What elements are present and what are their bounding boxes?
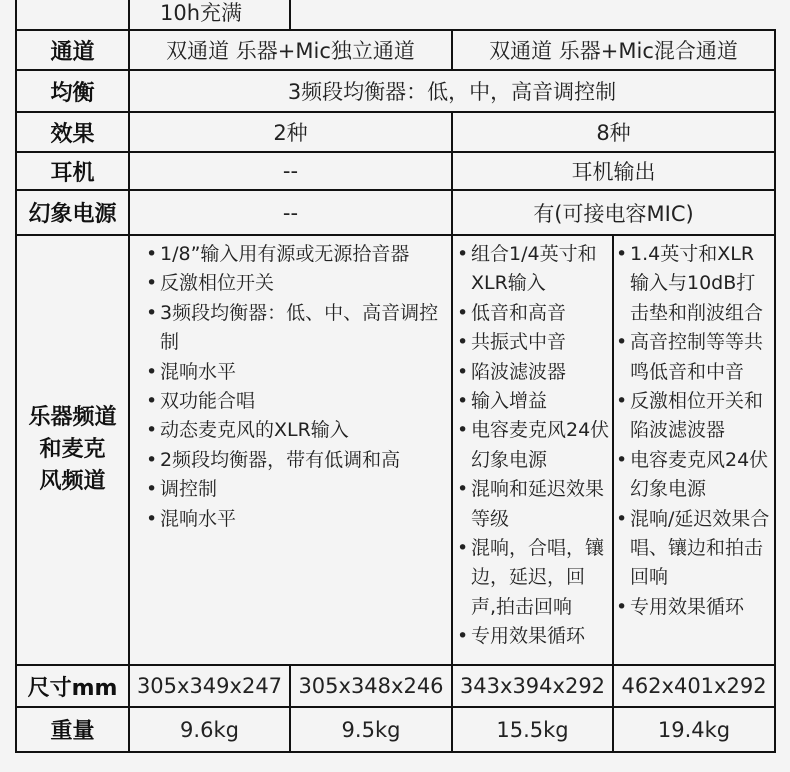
list-item: • 反激相位开关	[144, 269, 445, 298]
row-headphone	[16, 152, 775, 190]
row-label-headphone: 耳机	[16, 152, 129, 190]
channels-detail-label-line-3: 风频道	[39, 469, 106, 494]
list-item: • 1/8”输入用有源或无源拾音器	[144, 240, 445, 269]
size-value-2: 305x348x246	[290, 665, 452, 707]
top-note: 10h充满	[129, 0, 290, 30]
weight-value-1: 9.6kg	[129, 707, 290, 752]
top-note-row	[16, 0, 775, 30]
list-item: • 混响水平	[144, 505, 445, 534]
row-phantom	[16, 190, 775, 235]
channel-value-b: 双通道 乐器+Mic混合通道	[452, 30, 775, 70]
list-item: • 共振式中音	[457, 328, 610, 357]
spec-table	[15, 0, 776, 753]
feature-list-1	[144, 240, 445, 534]
size-value-4: 462x401x292	[613, 665, 775, 707]
top-note-label-cell	[16, 0, 129, 30]
feature-list-2	[457, 240, 610, 652]
channels-detail-label-line-2: 和麦克	[39, 437, 106, 462]
list-item: • 组合1/4英寸和XLR输入	[457, 240, 610, 299]
phantom-value-a: --	[129, 190, 452, 235]
phantom-value-b: 有(可接电容MIC)	[452, 190, 775, 235]
row-effects	[16, 112, 775, 152]
feature-list-3	[616, 240, 772, 622]
row-label-channel: 通道	[16, 30, 129, 70]
channels-detail-col-1	[129, 235, 452, 665]
row-eq	[16, 70, 775, 112]
channel-value-a: 双通道 乐器+Mic独立通道	[129, 30, 452, 70]
row-weight	[16, 707, 775, 752]
row-channels-detail	[16, 235, 775, 665]
effects-value-a: 2种	[129, 112, 452, 152]
list-item: • 专用效果循环	[616, 593, 772, 622]
channels-detail-col-3	[613, 235, 775, 665]
weight-value-4: 19.4kg	[613, 707, 775, 752]
row-channel	[16, 30, 775, 70]
size-value-1: 305x349x247	[129, 665, 290, 707]
effects-value-b: 8种	[452, 112, 775, 152]
top-blank	[290, 0, 775, 30]
list-item: • 2频段均衡器，带有低调和高	[144, 446, 445, 475]
row-size	[16, 665, 775, 707]
row-label-effects: 效果	[16, 112, 129, 152]
list-item: • 1.4英寸和XLR输入与10dB打击垫和削波组合	[616, 240, 772, 328]
headphone-value-a: --	[129, 152, 452, 190]
row-label-eq: 均衡	[16, 70, 129, 112]
list-item: • 电容麦克风24伏幻象电源	[457, 416, 610, 475]
size-value-3: 343x394x292	[452, 665, 613, 707]
list-item: • 电容麦克风24伏幻象电源	[616, 446, 772, 505]
row-label-size: 尺寸mm	[16, 665, 129, 707]
list-item: • 低音和高音	[457, 299, 610, 328]
list-item: • 3频段均衡器：低、中、高音调控制	[144, 299, 445, 358]
row-label-channels-detail	[16, 235, 129, 665]
headphone-value-b: 耳机输出	[452, 152, 775, 190]
list-item: • 高音控制等等共鸣低音和中音	[616, 328, 772, 387]
weight-value-3: 15.5kg	[452, 707, 613, 752]
list-item: • 混响水平	[144, 358, 445, 387]
list-item: • 混响，合唱，镶边，延迟，回声,拍击回响	[457, 534, 610, 622]
list-item: • 动态麦克风的XLR输入	[144, 416, 445, 445]
row-label-weight: 重量	[16, 707, 129, 752]
weight-value-2: 9.5kg	[290, 707, 452, 752]
channels-detail-col-2	[452, 235, 613, 665]
list-item: • 反激相位开关和陷波滤波器	[616, 387, 772, 446]
list-item: • 专用效果循环	[457, 622, 610, 651]
row-label-phantom: 幻象电源	[16, 190, 129, 235]
list-item: • 混响/延迟效果合唱、镶边和拍击回响	[616, 505, 772, 593]
list-item: • 调控制	[144, 475, 445, 504]
eq-value: 3频段均衡器：低，中，高音调控制	[129, 70, 775, 112]
list-item: • 陷波滤波器	[457, 358, 610, 387]
channels-detail-label-line-1: 乐器频道	[28, 405, 117, 430]
list-item: • 输入增益	[457, 387, 610, 416]
list-item: • 双功能合唱	[144, 387, 445, 416]
list-item: • 混响和延迟效果等级	[457, 475, 610, 534]
